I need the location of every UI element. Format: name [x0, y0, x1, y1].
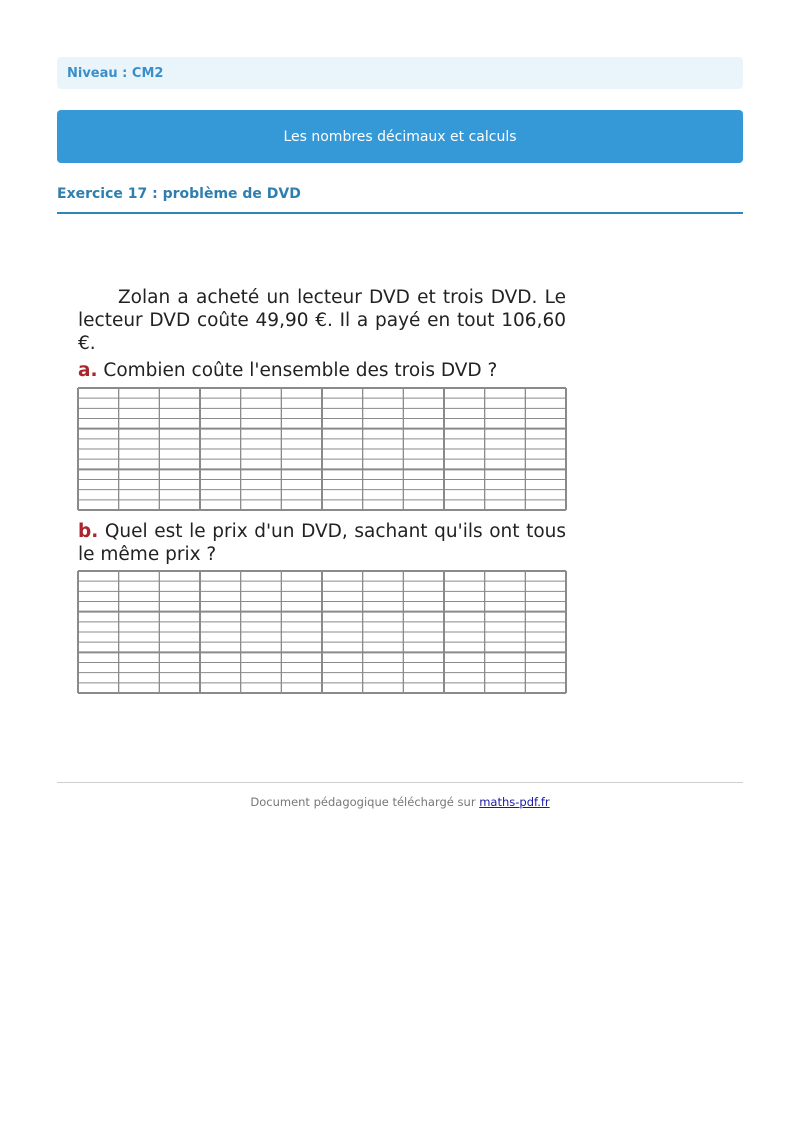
footer	[57, 795, 743, 809]
exercise-heading: Exercice 17 : problème de DVD	[57, 186, 743, 214]
problem-statement: Zolan a acheté un lecteur DVD et trois DVD. Le lecteur DVD coûte 49,90 €. Il a payé en tout 106,60 €.	[78, 287, 566, 354]
question-b-text: Quel est le prix d'un DVD, sachant qu'ils ont tous le même prix ?	[78, 521, 567, 565]
footer-link[interactable]: maths-pdf.fr	[479, 795, 550, 809]
answer-grid-a	[77, 387, 567, 511]
footer-divider	[57, 782, 743, 783]
title-banner	[57, 110, 743, 163]
banner-title: Les nombres décimaux et calculs	[283, 128, 517, 145]
footer-text: Document pédagogique téléchargé sur	[250, 795, 476, 809]
answer-grid-b	[77, 570, 567, 694]
question-b-letter: b.	[78, 521, 99, 542]
question-b	[78, 520, 566, 566]
question-a-text: Combien coûte l'ensemble des trois DVD ?	[103, 360, 498, 381]
question-a	[78, 359, 566, 382]
level-label: Niveau : CM2	[67, 65, 164, 81]
level-bar	[57, 57, 743, 89]
question-a-letter: a.	[78, 360, 98, 381]
exercise-image	[72, 280, 572, 700]
